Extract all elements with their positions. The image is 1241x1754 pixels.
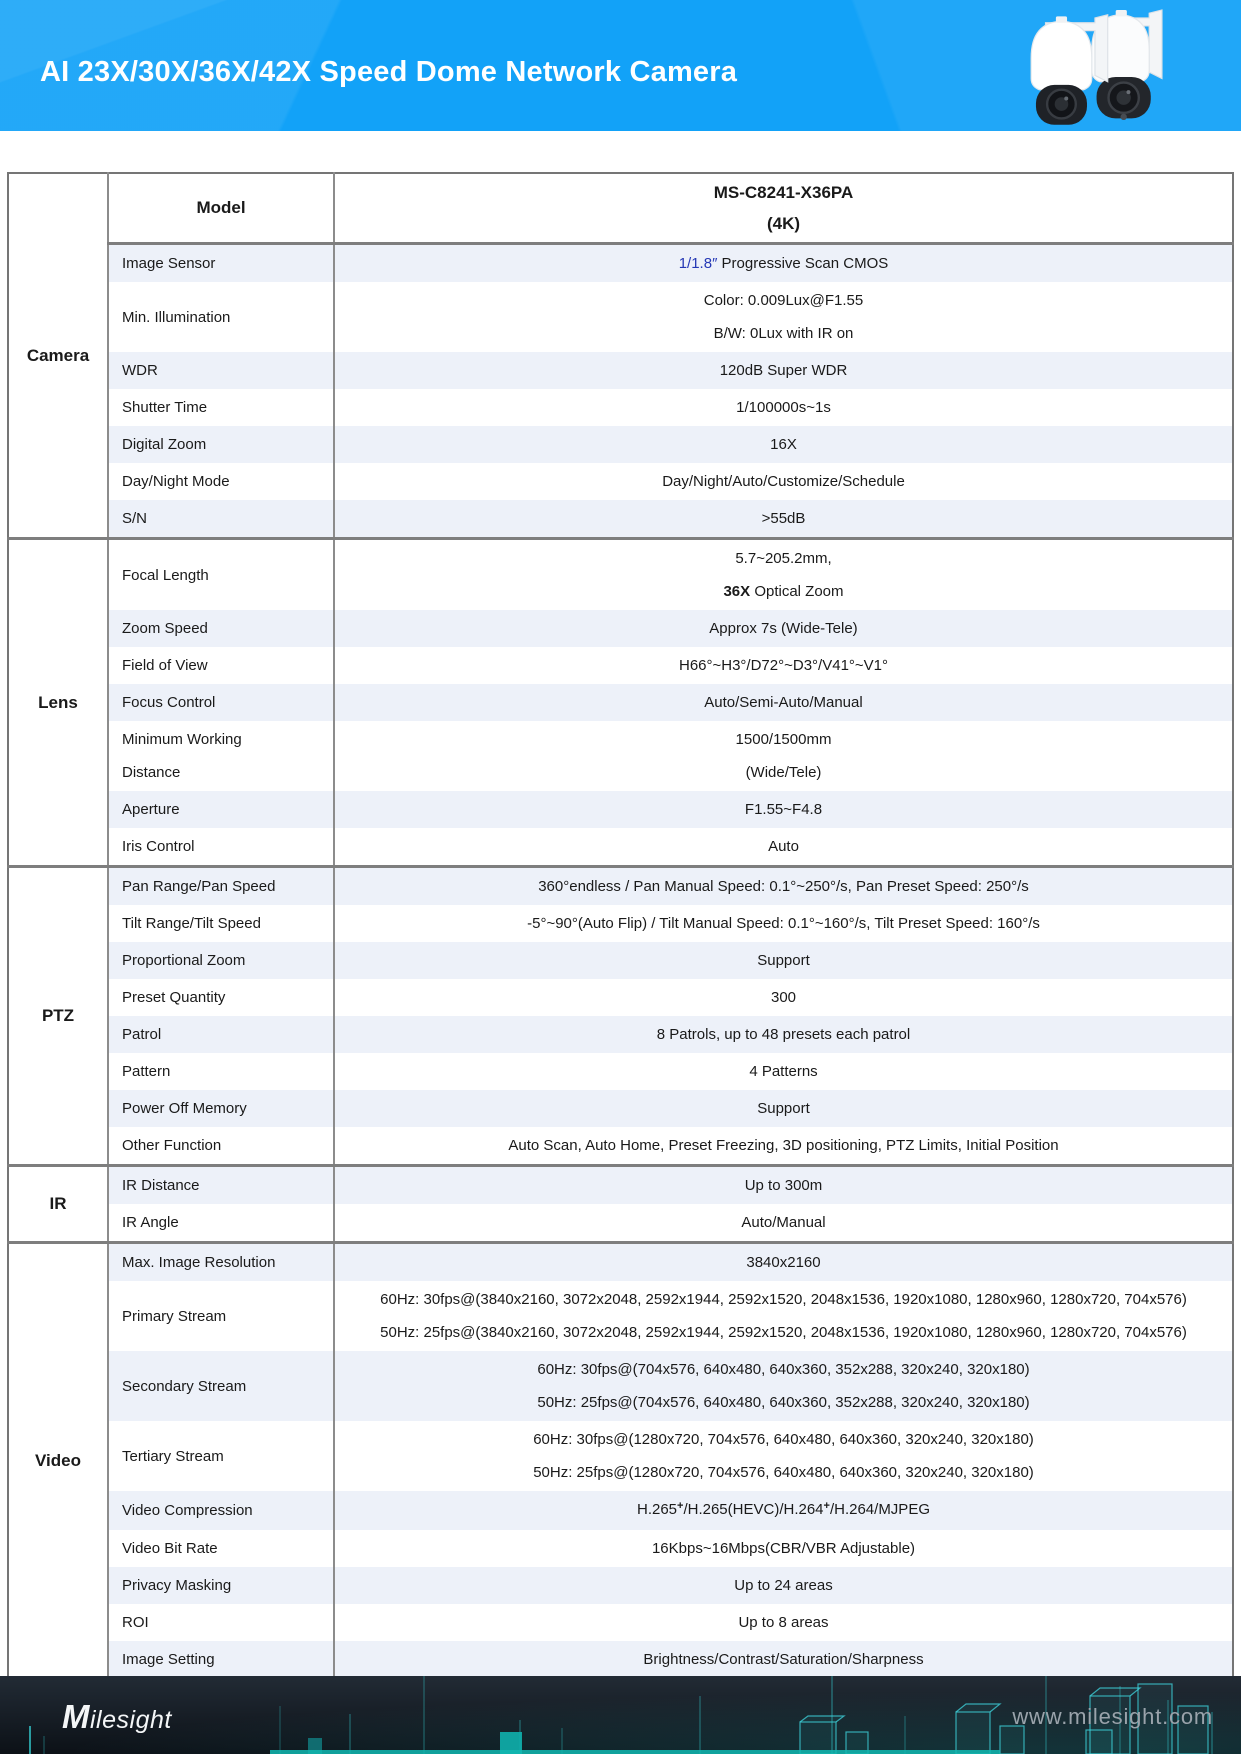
spec-value-line: H.265+/H.265(HEVC)/H.264+/H.264/MJPEG	[636, 1500, 930, 1518]
model-label: Model	[108, 173, 334, 244]
spec-value	[334, 1127, 1233, 1166]
spec-label-line: Patrol	[122, 1026, 162, 1043]
spec-value-line: 50Hz: 25fps@(3840x2160, 3072x2048, 2592x1944, 2592x1520, 2048x1536, 1920x1080, 1280x960, 1280x720, 704x576)	[380, 1324, 1187, 1341]
spec-value	[334, 1204, 1233, 1243]
spec-label-line: Secondary Stream	[122, 1377, 247, 1395]
spec-value-line: 36X Optical Zoom	[723, 583, 844, 600]
spec-label	[108, 942, 334, 979]
spec-label	[108, 244, 334, 283]
spec-row	[8, 1090, 1233, 1127]
spec-value	[334, 647, 1233, 684]
spec-row	[8, 1166, 1233, 1205]
spec-value-line: 50Hz: 25fps@(1280x720, 704x576, 640x480, 640x360, 320x240, 320x180)	[533, 1464, 1034, 1481]
spec-value-line: B/W: 0Lux with IR on	[713, 325, 854, 342]
spec-value	[334, 1641, 1233, 1679]
spec-value-line: 3840x2160	[746, 1254, 821, 1271]
spec-value	[334, 684, 1233, 721]
spec-row	[8, 282, 1233, 352]
spec-label	[108, 426, 334, 463]
spec-value-line: Auto Scan, Auto Home, Preset Freezing, 3D positioning, PTZ Limits, Initial Position	[508, 1137, 1059, 1154]
spec-label	[108, 1351, 334, 1421]
spec-row	[8, 721, 1233, 791]
spec-label	[108, 1204, 334, 1243]
spec-label-line: Video Bit Rate	[122, 1540, 218, 1557]
spec-row	[8, 1281, 1233, 1351]
spec-value	[334, 979, 1233, 1016]
spec-label	[108, 1281, 334, 1351]
model-value-line: (4K)	[766, 214, 801, 233]
spec-label-line: S/N	[122, 510, 148, 527]
spec-value-line: Auto/Semi-Auto/Manual	[704, 694, 863, 711]
spec-label	[108, 867, 334, 906]
spec-label	[108, 1053, 334, 1090]
spec-value	[334, 721, 1233, 791]
model-value	[334, 173, 1233, 244]
spec-value-line: 5.7~205.2mm,	[735, 550, 832, 567]
spec-label	[108, 389, 334, 426]
speed-dome-cameras-illustration	[983, 2, 1183, 128]
spec-value-line: Support	[757, 952, 810, 969]
spec-label-line: IR Angle	[122, 1214, 179, 1231]
spec-value	[334, 1491, 1233, 1530]
spec-row	[8, 352, 1233, 389]
spec-row	[8, 1204, 1233, 1243]
spec-value-line: F1.55~F4.8	[744, 801, 823, 818]
spec-value	[334, 1567, 1233, 1604]
spec-row	[8, 1351, 1233, 1421]
spec-label-line: Pan Range/Pan Speed	[122, 878, 276, 895]
spec-row	[8, 1421, 1233, 1491]
spec-value-line: -5°~90°(Auto Flip) / Tilt Manual Speed: 0.1°~160°/s, Tilt Preset Speed: 160°/s	[527, 915, 1040, 932]
spec-value-line: Auto	[768, 838, 799, 855]
spec-label-line: WDR	[122, 362, 158, 379]
spec-value	[334, 905, 1233, 942]
spec-row	[8, 1604, 1233, 1641]
spec-label-line: Other Function	[122, 1137, 222, 1154]
spec-label	[108, 905, 334, 942]
spec-row	[8, 1641, 1233, 1679]
spec-label-line: Primary Stream	[122, 1307, 227, 1325]
spec-row	[8, 647, 1233, 684]
spec-label-line: Max. Image Resolution	[122, 1254, 276, 1271]
spec-label-line: Day/Night Mode	[122, 473, 230, 490]
spec-label-line: Tilt Range/Tilt Speed	[122, 915, 261, 932]
spec-value-line: Up to 300m	[744, 1177, 823, 1194]
spec-label	[108, 539, 334, 611]
banner	[0, 0, 1241, 131]
spec-value-line: H66°~H3°/D72°~D3°/V41°~V1°	[678, 657, 889, 674]
model-value-line: MS-C8241-X36PA	[713, 183, 854, 202]
spec-value-line: Day/Night/Auto/Customize/Schedule	[662, 473, 905, 490]
spec-label-line: Zoom Speed	[122, 620, 208, 637]
spec-label-line: Image Setting	[122, 1651, 215, 1668]
section-cell-ptz: PTZ	[8, 867, 108, 1166]
spec-row	[8, 828, 1233, 867]
spec-value	[334, 1351, 1233, 1421]
spec-row	[8, 905, 1233, 942]
spec-value-line: 16X	[770, 436, 797, 453]
spec-row	[8, 463, 1233, 500]
spec-value	[334, 1530, 1233, 1567]
spec-value-line: 120dB Super WDR	[719, 362, 848, 379]
spec-value	[334, 463, 1233, 500]
spec-label	[108, 352, 334, 389]
spec-value-line: 50Hz: 25fps@(704x576, 640x480, 640x360, 352x288, 320x240, 320x180)	[537, 1394, 1030, 1411]
spec-row	[8, 1243, 1233, 1282]
section-cell-video: Video	[8, 1243, 108, 1680]
spec-row	[8, 1053, 1233, 1090]
brand-logo: Milesight	[62, 1698, 172, 1735]
spec-value-line: Approx 7s (Wide-Tele)	[709, 620, 858, 637]
spec-label	[108, 1641, 334, 1679]
spec-label	[108, 1567, 334, 1604]
spec-value-line: 300	[770, 989, 797, 1006]
spec-label	[108, 1530, 334, 1567]
spec-label-line: Privacy Masking	[122, 1577, 232, 1594]
spec-label-line: Power Off Memory	[122, 1100, 247, 1117]
model-row	[8, 173, 1233, 244]
spec-row	[8, 1530, 1233, 1567]
spec-value-line: Support	[757, 1100, 810, 1117]
spec-value	[334, 1053, 1233, 1090]
spec-value-line: Auto/Manual	[741, 1214, 826, 1231]
camera-front	[1031, 15, 1108, 125]
footer	[0, 1676, 1241, 1754]
spec-value	[334, 1421, 1233, 1491]
spec-label	[108, 463, 334, 500]
spec-value-line: 16Kbps~16Mbps(CBR/VBR Adjustable)	[651, 1540, 916, 1557]
spec-label-line: Iris Control	[122, 838, 195, 855]
spec-label-line: Min. Illumination	[122, 308, 231, 326]
spec-label-line: Field of View	[122, 657, 208, 674]
spec-row	[8, 426, 1233, 463]
spec-row	[8, 389, 1233, 426]
spec-label	[108, 1127, 334, 1166]
section-cell-lens: Lens	[8, 539, 108, 867]
spec-row	[8, 867, 1233, 906]
spec-label	[108, 647, 334, 684]
spec-value	[334, 1243, 1233, 1282]
spec-value	[334, 539, 1233, 611]
spec-value-line: 60Hz: 30fps@(1280x720, 704x576, 640x480, 640x360, 320x240, 320x180)	[533, 1431, 1034, 1448]
spec-label-line: Preset Quantity	[122, 989, 226, 1006]
spec-value-line: 8 Patrols, up to 48 presets each patrol	[656, 1026, 911, 1043]
spec-value	[334, 244, 1233, 283]
spec-label	[108, 684, 334, 721]
spec-row	[8, 1127, 1233, 1166]
spec-row	[8, 500, 1233, 539]
spec-value-line: 1/1.8″ Progressive Scan CMOS	[678, 255, 889, 272]
spec-label	[108, 721, 334, 791]
spec-value-line: (Wide/Tele)	[745, 764, 822, 781]
spec-row	[8, 1016, 1233, 1053]
spec-label	[108, 1491, 334, 1530]
spec-value-line: >55dB	[761, 510, 806, 527]
spec-row	[8, 1567, 1233, 1604]
spec-value	[334, 500, 1233, 539]
spec-value-line: Up to 24 areas	[734, 1577, 833, 1594]
spec-value	[334, 1166, 1233, 1205]
section-cell-camera: Camera	[8, 173, 108, 539]
spec-value	[334, 1090, 1233, 1127]
spec-value-line: 60Hz: 30fps@(704x576, 640x480, 640x360, 352x288, 320x240, 320x180)	[537, 1361, 1030, 1378]
spec-label	[108, 282, 334, 352]
spec-label	[108, 1243, 334, 1282]
spec-value	[334, 942, 1233, 979]
spec-label	[108, 1166, 334, 1205]
spec-label-line: Proportional Zoom	[122, 952, 246, 969]
spec-label-line: Focal Length	[122, 566, 209, 584]
spec-label-line: Digital Zoom	[122, 436, 207, 453]
spec-value	[334, 389, 1233, 426]
spec-value-line: 60Hz: 30fps@(3840x2160, 3072x2048, 2592x1944, 2592x1520, 2048x1536, 1920x1080, 1280x960, 1280x720, 704x576)	[380, 1291, 1187, 1308]
spec-row	[8, 942, 1233, 979]
spec-label-line: Focus Control	[122, 694, 216, 711]
spec-value	[334, 610, 1233, 647]
spec-label	[108, 979, 334, 1016]
spec-label-line: Minimum Working	[122, 731, 242, 748]
spec-label-line: Pattern	[122, 1063, 171, 1080]
spec-value	[334, 352, 1233, 389]
spec-label-line: IR Distance	[122, 1177, 200, 1194]
spec-label-line: Distance	[122, 764, 181, 781]
spec-value-line: Up to 8 areas	[738, 1614, 829, 1631]
spec-label-line: ROI	[122, 1614, 149, 1631]
spec-label	[108, 1604, 334, 1641]
spec-value-line: Brightness/Contrast/Saturation/Sharpness	[643, 1651, 924, 1668]
spec-value-line: Color: 0.009Lux@F1.55	[703, 292, 864, 309]
spec-value	[334, 1016, 1233, 1053]
spec-row	[8, 539, 1233, 611]
section-cell-ir: IR	[8, 1166, 108, 1243]
spec-value-line: 360°endless / Pan Manual Speed: 0.1°~250°/s, Pan Preset Speed: 250°/s	[538, 878, 1029, 895]
spec-label-line: Shutter Time	[122, 399, 208, 416]
spec-label-line: Image Sensor	[122, 255, 216, 272]
spec-label	[108, 1090, 334, 1127]
spec-value	[334, 282, 1233, 352]
spec-table	[7, 172, 1234, 1680]
spec-label	[108, 500, 334, 539]
spec-label	[108, 610, 334, 647]
spec-value	[334, 426, 1233, 463]
spec-label-line: Aperture	[122, 801, 180, 818]
spec-value-line: 1/100000s~1s	[736, 399, 831, 416]
spec-row	[8, 244, 1233, 283]
spec-label	[108, 1016, 334, 1053]
website-text: www.milesight.com	[1012, 1704, 1213, 1729]
spec-value	[334, 1604, 1233, 1641]
spec-value	[334, 1281, 1233, 1351]
spec-row	[8, 979, 1233, 1016]
page-title: AI 23X/30X/36X/42X Speed Dome Network Camera	[40, 56, 738, 88]
spec-value-line: 1500/1500mm	[735, 731, 832, 748]
spec-label-line: Video Compression	[122, 1502, 253, 1519]
spec-label	[108, 1421, 334, 1491]
spec-value-line: 4 Patterns	[749, 1063, 818, 1080]
spec-row	[8, 684, 1233, 721]
spec-row	[8, 791, 1233, 828]
spec-value	[334, 791, 1233, 828]
spec-label-line: Tertiary Stream	[122, 1447, 224, 1465]
spec-value	[334, 867, 1233, 906]
spec-value	[334, 828, 1233, 867]
spec-label	[108, 791, 334, 828]
spec-row	[8, 610, 1233, 647]
spec-row	[8, 1491, 1233, 1530]
spec-label	[108, 828, 334, 867]
